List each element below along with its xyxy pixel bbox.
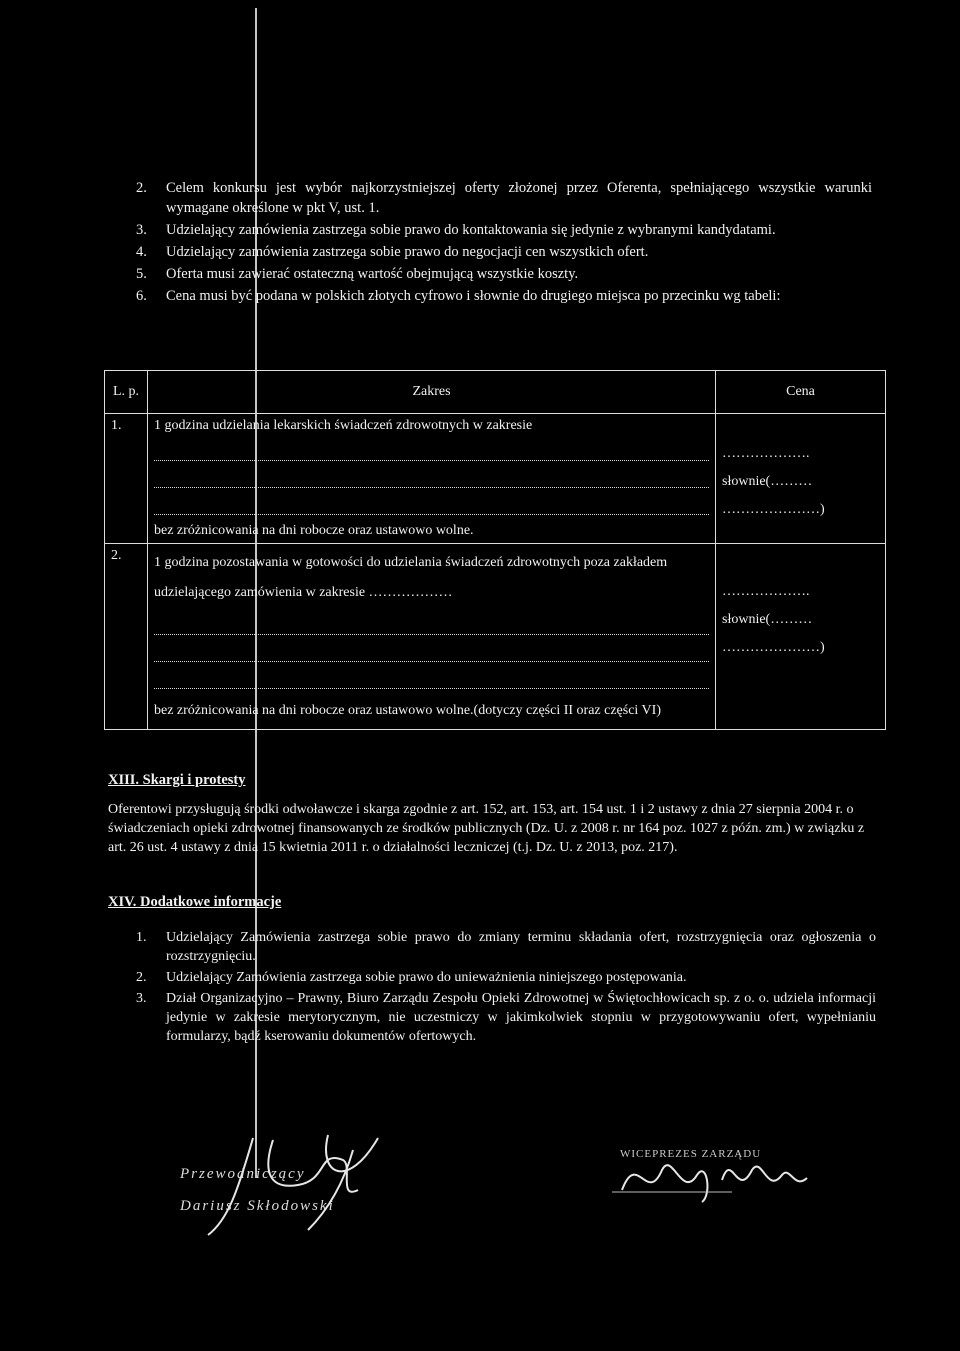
- table-header-row: [105, 371, 886, 414]
- scope-end-text: bez zróżnicowania na dni robocze oraz ustawowo wolne.(dotyczy części II oraz części VI): [154, 703, 661, 718]
- list-item: 5. Oferta musi zawierać ostateczną wartość obejmującą wszystkie koszty.: [136, 266, 579, 282]
- price-words: słownie(………: [722, 474, 813, 489]
- list-item: 2. Celem konkursu jest wybór najkorzystniejszej oferty złożonej przez Oferenta, spełniającego wszystkie warunki wymagane określone w pkt V, ust. 1.: [136, 180, 872, 216]
- section-14-heading: XIV. Dodatkowe informacje: [108, 894, 282, 910]
- list-item: 4. Udzielający zamówienia zastrzega sobie prawo do negocjacji cen wszystkich ofert.: [136, 244, 649, 260]
- fill-line: [154, 467, 709, 488]
- price-close: …………………): [722, 640, 825, 655]
- row-price: [716, 544, 886, 730]
- fill-line: [154, 494, 709, 515]
- section-13-text: Oferentowi przysługują środki odwoławcze i skarga zgodnie z art. 152, art. 153, art. 154 ust. 1 i 2 ustawy z dnia 27 sierpnia 2004 r. o świadczeniach opieki zdrowotnej finansowanych ze środków publicznych (Dz. U. z 2008 r. nr 164 poz. 1027 z późn. zm.) w związku z art. 26 ust. 4 ustawy z dnia 15 kwietnia 2011 r. o działalności leczniczej (t.j. Dz. U. z 2013, poz. 217).: [108, 802, 865, 855]
- left-signature-stamp: [178, 1130, 408, 1240]
- stamp-title: WICEPREZES ZARZĄDU: [620, 1148, 762, 1160]
- list-item: 3. Udzielający zamówienia zastrzega sobie prawo do kontaktowania się jedynie z wybranymi kandydatami.: [136, 222, 776, 238]
- header-lp: L. p.: [105, 371, 148, 414]
- price-close: …………………): [722, 502, 825, 517]
- list-item: 6. Cena musi być podana w polskich złotych cyfrowo i słownie do drugiego miejsca po przecinku wg tabeli:: [136, 288, 781, 304]
- fill-line: [154, 641, 709, 662]
- row-lp: 1.: [105, 414, 148, 544]
- section-13-heading: XIII. Skargi i protesty: [108, 772, 246, 788]
- price-words: słownie(………: [722, 612, 813, 627]
- row-lp: 2.: [105, 544, 148, 730]
- handwritten-signature-icon: [612, 1130, 812, 1220]
- list-item: 1. Udzielający Zamówienia zastrzega sobie prawo do zmiany terminu składania ofert, rozstrzygnięcia oraz ogłoszenia o rozstrzygnięciu.: [136, 930, 876, 964]
- list-item: 2. Udzielający Zamówienia zastrzega sobie prawo do unieważnienia niniejszego postępowania.: [136, 970, 687, 985]
- row-scope: [148, 414, 716, 544]
- fill-line: [154, 440, 709, 461]
- fill-line: [154, 668, 709, 689]
- scope-text: 1 godzina udzielania lekarskich świadczeń zdrowotnych w zakresie: [154, 418, 533, 433]
- price-dots: ……………….: [722, 584, 810, 599]
- conditions-list: [136, 178, 872, 308]
- handwritten-signature-icon: [178, 1130, 408, 1240]
- fill-line: [154, 614, 709, 635]
- header-price: Cena: [716, 371, 886, 414]
- stamp-title: Przewodniczący: [180, 1166, 306, 1182]
- row-price: [716, 414, 886, 544]
- table-row: [105, 414, 886, 544]
- right-signature-stamp: [612, 1130, 812, 1220]
- price-dots: ……………….: [722, 446, 810, 461]
- row-scope: [148, 544, 716, 730]
- scope-end-text: bez zróżnicowania na dni robocze oraz ustawowo wolne.: [154, 523, 474, 538]
- additional-info-list: [136, 928, 876, 1048]
- price-table: [104, 370, 886, 730]
- list-item: 3. Dział Organizacyjno – Prawny, Biuro Zarządu Zespołu Opieki Zdrowotnej w Świętochłowicach sp. z o. o. udziela informacji jedynie w zakresie merytorycznym, nie uczestniczy w jakimkolwiek stopniu w przygotowywaniu ofert, wypełnianiu formularzy, bądź kserowaniu dokumentów ofertowych.: [136, 991, 876, 1044]
- table-row: [105, 544, 886, 730]
- stamp-name: Dariusz Skłodowski: [180, 1198, 335, 1214]
- header-scope: Zakres: [148, 371, 716, 414]
- scope-text: 1 godzina pozostawania w gotowości do udzielania świadczeń zdrowotnych poza zakładem udzielającego zamówienia w zakresie ………………: [154, 555, 668, 600]
